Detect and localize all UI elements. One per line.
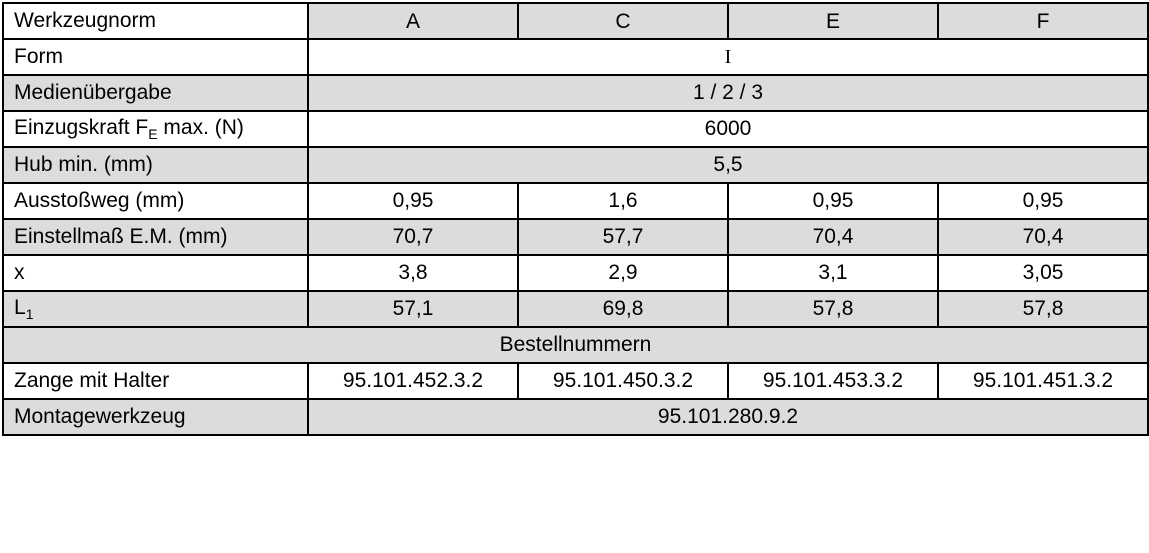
- row-label-medienuebergabe: Medienübergabe: [3, 75, 308, 111]
- row-value-form: [308, 39, 1148, 75]
- table-row: [3, 111, 1148, 147]
- cell-x-c: 2,9: [518, 255, 728, 291]
- cell-zange-a: 95.101.452.3.2: [308, 363, 518, 399]
- table-row: [3, 75, 1148, 111]
- row-label-form: Form: [3, 39, 308, 75]
- tool-specification-table: [2, 2, 1149, 436]
- table-row: [3, 255, 1148, 291]
- table-row: [3, 183, 1148, 219]
- table-row: [3, 39, 1148, 75]
- cell-einstellmass-c: 57,7: [518, 219, 728, 255]
- einzugskraft-post: max. (N): [157, 115, 244, 139]
- row-value-hub-min: 5,5: [308, 147, 1148, 183]
- row-label-einstellmass: Einstellmaß E.M. (mm): [3, 219, 308, 255]
- row-value-einzugskraft: 6000: [308, 111, 1148, 147]
- cell-ausstossweg-e: 0,95: [728, 183, 938, 219]
- cell-l1-e: 57,8: [728, 291, 938, 327]
- cell-x-a: 3,8: [308, 255, 518, 291]
- cell-x-e: 3,1: [728, 255, 938, 291]
- cell-l1-a: 57,1: [308, 291, 518, 327]
- header-variant-e: E: [728, 3, 938, 39]
- cell-ausstossweg-f: 0,95: [938, 183, 1148, 219]
- row-value-montagewerkzeug: 95.101.280.9.2: [308, 399, 1148, 435]
- cell-x-f: 3,05: [938, 255, 1148, 291]
- cell-ausstossweg-a: 0,95: [308, 183, 518, 219]
- table-row: [3, 363, 1148, 399]
- cell-einstellmass-a: 70,7: [308, 219, 518, 255]
- row-label-ausstossweg: Ausstoßweg (mm): [3, 183, 308, 219]
- row-label-hub-min: Hub min. (mm): [3, 147, 308, 183]
- einzugskraft-subscript: E: [148, 126, 158, 143]
- cell-zange-f: 95.101.451.3.2: [938, 363, 1148, 399]
- row-label-montagewerkzeug: Montagewerkzeug: [3, 399, 308, 435]
- header-variant-f: F: [938, 3, 1148, 39]
- row-value-medienuebergabe: 1 / 2 / 3: [308, 75, 1148, 111]
- section-title-bestellnummern: Bestellnummern: [3, 327, 1148, 363]
- cell-l1-c: 69,8: [518, 291, 728, 327]
- l1-pre: L: [14, 295, 26, 319]
- cell-zange-e: 95.101.453.3.2: [728, 363, 938, 399]
- header-variant-a: A: [308, 3, 518, 39]
- form-value-text: I: [724, 46, 732, 68]
- table-header-row: [3, 3, 1148, 39]
- table-row: [3, 219, 1148, 255]
- cell-l1-f: 57,8: [938, 291, 1148, 327]
- cell-einstellmass-f: 70,4: [938, 219, 1148, 255]
- row-label-einzugskraft: [3, 111, 308, 147]
- row-label-x: x: [3, 255, 308, 291]
- table-row: [3, 147, 1148, 183]
- table-row: [3, 291, 1148, 327]
- row-label-l1: [3, 291, 308, 327]
- cell-zange-c: 95.101.450.3.2: [518, 363, 728, 399]
- header-label-werkzeugnorm: Werkzeugnorm: [3, 3, 308, 39]
- section-header-row: [3, 327, 1148, 363]
- cell-einstellmass-e: 70,4: [728, 219, 938, 255]
- header-variant-c: C: [518, 3, 728, 39]
- l1-subscript: 1: [25, 306, 34, 323]
- table-row: [3, 399, 1148, 435]
- row-label-zange-mit-halter: Zange mit Halter: [3, 363, 308, 399]
- cell-ausstossweg-c: 1,6: [518, 183, 728, 219]
- einzugskraft-pre: Einzugskraft F: [14, 115, 149, 139]
